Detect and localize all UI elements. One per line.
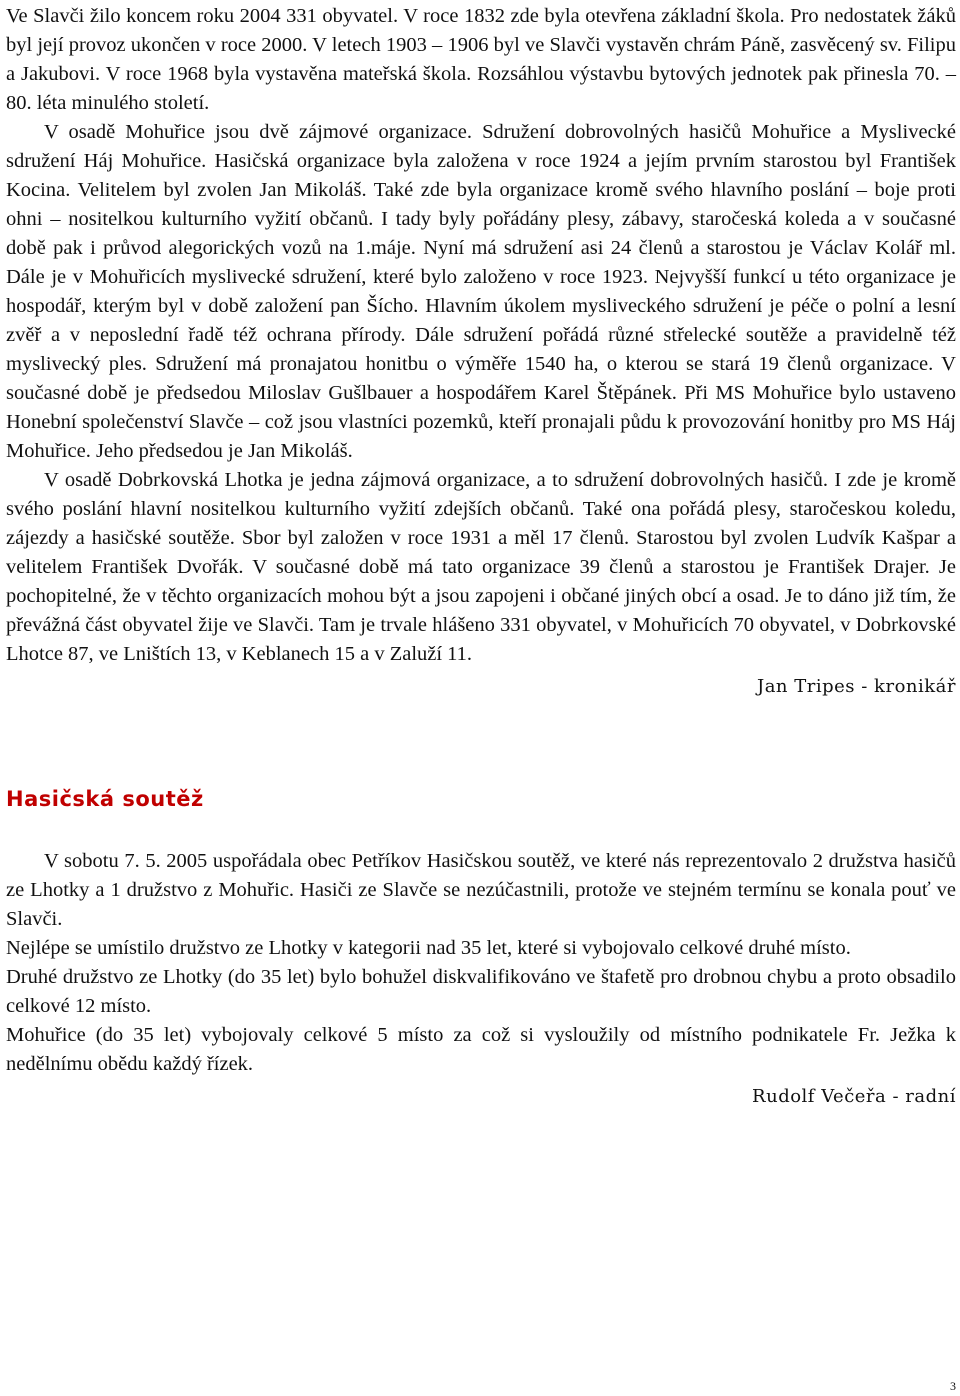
paragraph-mohurice-team: Mohuřice (do 35 let) vybojovaly celkové 5 místo za což si vysloužily od místního podnikatele Fr. Ježka k nedělnímu obědu každý řízek. <box>6 1024 956 1075</box>
author-signature: Rudolf Večeřa - radní <box>752 1086 956 1107</box>
author-signature: Jan Tripes - kronikář <box>756 676 956 697</box>
paragraph-mohurice-organizations: V osadě Mohuřice jsou dvě zájmové organizace. Sdružení dobrovolných hasičů Mohuřice a Myslivecké sdružení Háj Mohuřice. Hasičská organizace byla založena v roce 1924 a jejím prvním starostou byl František Kocina. Velitelem byl zvolen Jan Mikoláš. Také zde byla organizace kromě svého hlavního poslání – boje proti ohni – nositelkou kulturního vyžití občanů. I tady byly pořádány plesy, zábavy, staročeská koleda a v současné době pak i průvod alegorických vozů na 1.máje. Nyní má sdružení asi 24 členů a starostou je Václav Kolář ml. Dále je v Mohuřicích myslivecké sdružení, které bylo založeno v roce 1923. Nejvyšší funkcí u této organizace je hospodář, kterým byl v době založení pan Šícho. Hlavním úkolem mysliveckého sdružení je péče o polní a lesní zvěř a v neposlední řadě též ochrana přírody. Dále sdružení pořádá různé střelecké soutěže a pravidelně též myslivecký ples. Sdružení má pronajatou honitbu o výměře 1540 ha, o kterou se stará 19 členů organizace. V současné době je předsedou Miloslav Gušlbauer a hospodářem Karel Štěpánek. Při MS Mohuřice bylo ustaveno Honební společenství Slavče – což jsou vlastníci pozemků, kteří pronajali půdu k provozování honitby pro MS Háj Mohuřice. Jeho předsedou je Jan Mikoláš. <box>6 121 956 462</box>
document-page <box>6 0 956 1109</box>
paragraph-dobrkovska-lhotka: V osadě Dobrkovská Lhotka je jedna zájmová organizace, a to sdružení dobrovolných hasičů. I zde je kromě svého poslání hlavní nositelkou kulturního vyžití zdejších občanů. Také ona pořádá plesy, staročeskou koledu, zájezdy a hasičské soutěže. Sbor byl založen v roce 1931 a měl 17 členů. Starostou byl zvolen Ludvík Kašpar a velitelem František Dvořák. V současné době má tato organizace 39 členů a starostou je František Drajer. Je pochopitelné, že v těchto organizacích mohou být a jsou zapojeni i občané jiných obcí a osad. Je to dáno již tím, že převážná část obyvatel žije ve Slavči. Tam je trvale hlášeno 331 obyvatel, v Mohuřicích 70 obyvatel, v Dobrkovské Lhotce 87, ve Lništích 13, v Keblanech 15 a v Zaluží 11. <box>6 469 956 665</box>
page-number: 3 <box>950 1379 956 1393</box>
section-heading: Hasičská soutěž <box>6 787 204 811</box>
paragraph-school-history: Ve Slavči žilo koncem roku 2004 331 obyvatel. V roce 1832 zde byla otevřena základní škola. Pro nedostatek žáků byl její provoz ukončen v roce 2000. V letech 1903 – 1906 byl ve Slavči vystavěn chrám Páně, zasvěcený sv. Filipu a Jakubovi. V roce 1968 byla vystavěna mateřská škola. Rozsáhlou výstavbu bytových jednotek pak přinesla 70. – 80. léta minulého století. <box>6 5 956 114</box>
paragraph-best-team: Nejlépe se umístilo družstvo ze Lhotky v kategorii nad 35 let, které si vybojovalo celkové druhé místo. <box>6 937 851 959</box>
paragraph-competition-intro: V sobotu 7. 5. 2005 uspořádala obec Petříkov Hasičskou soutěž, ve které nás reprezentovalo 2 družstva hasičů ze Lhotky a 1 družstvo z Mohuřic. Hasiči ze Slavče se nezúčastnili, protože ve stejném termínu se konala pouť ve Slavči. <box>6 850 956 930</box>
paragraph-disqualified-team: Druhé družstvo ze Lhotky (do 35 let) bylo bohužel diskvalifikováno ve štafetě pro drobnou chybu a proto obsadilo celkové 12 místo. <box>6 966 956 1017</box>
